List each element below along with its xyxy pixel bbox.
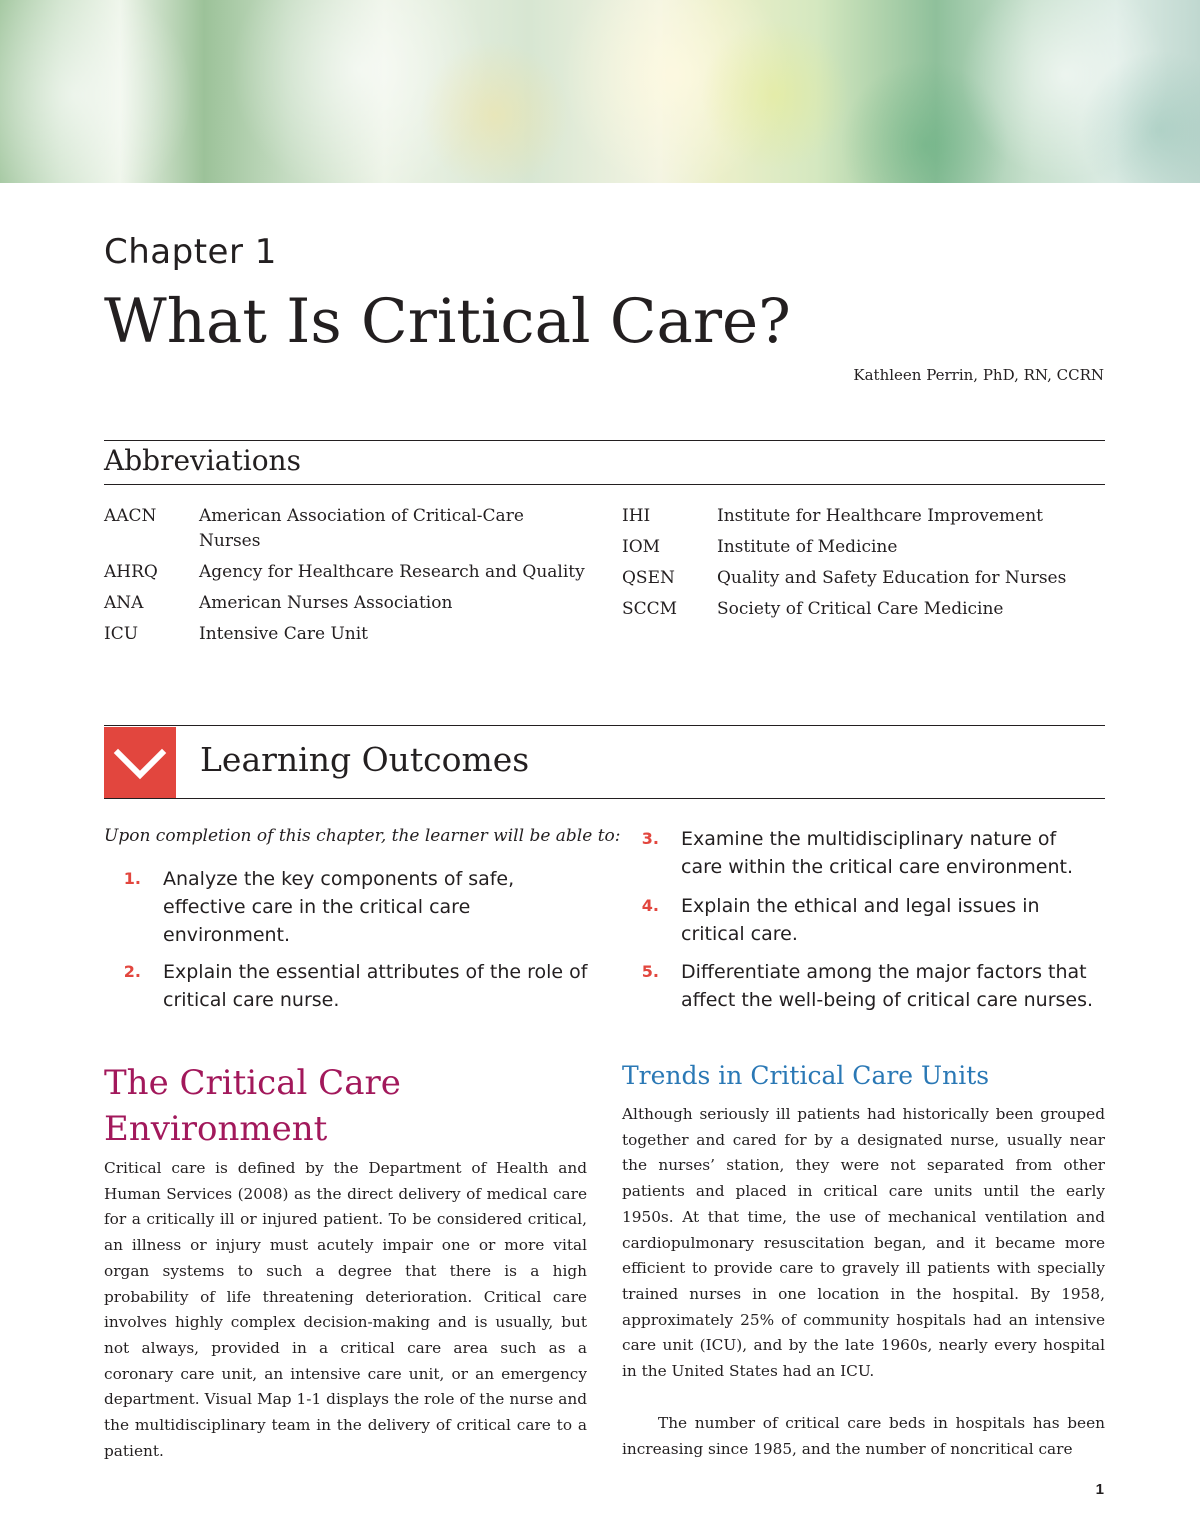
abbreviation-definition: Agency for Healthcare Research and Quality [199, 562, 585, 582]
outcome-number: 3. [641, 829, 659, 848]
abbreviation-row [622, 597, 1107, 622]
outcome-text: Explain the ethical and legal issues in critical care. [681, 895, 1040, 945]
author-credit: Kathleen Perrin, PhD, RN, CCRN [853, 366, 1104, 384]
abbreviations-top-rule [104, 440, 1105, 441]
abbreviation-row [622, 504, 1107, 529]
abbreviation-definition: American Association of Critical-Care Nurses [199, 506, 524, 551]
header-banner [0, 0, 1200, 183]
outcome-text: Analyze the key components of safe, effective care in the critical care environment. [163, 868, 515, 946]
abbreviation-row [104, 504, 599, 554]
abbreviation-row [104, 622, 599, 647]
abbreviations-bottom-rule [104, 484, 1105, 485]
abbreviation-code: ANA [104, 593, 144, 613]
abbreviation-definition: American Nurses Association [199, 593, 453, 613]
abbreviation-code: ICU [104, 624, 139, 644]
chapter-label: Chapter 1 [104, 232, 277, 272]
outcome-text: Differentiate among the major factors that affect the well-being of critical care nurses. [681, 961, 1094, 1011]
outcome-item [104, 865, 533, 949]
abbreviation-definition: Institute for Healthcare Improvement [717, 506, 1043, 526]
outcome-number: 2. [123, 962, 141, 981]
abbreviation-code: QSEN [622, 568, 675, 588]
abbreviation-row [104, 560, 599, 585]
outcome-number: 5. [641, 962, 659, 981]
abbreviations-heading: Abbreviations [104, 444, 301, 477]
outcome-item [622, 825, 1101, 881]
section-heading-environment: The Critical Care Environment [104, 1063, 401, 1149]
trends-paragraph: Although seriously ill patients had historically been grouped together and cared for by a designated nurse, usually near the nurses’ station, they were not separated from other patients and placed in critical care units until the early 1950s. At that time, the use of mechanical ventilation and cardiopulmonary resuscitation began, and it became more efficient to provide care to gravely ill patients with specially trained nurses in one location in the hospital. By 1958, approximately 25% of community hospitals had an intensive care unit (ICU), and by the late 1960s, nearly every hospital in the United States had an ICU. [622, 1105, 1105, 1381]
section-heading-trends: Trends in Critical Care Units [622, 1061, 990, 1090]
page-number: 1 [1095, 1481, 1104, 1498]
abbreviations-left-column [104, 504, 599, 653]
learning-outcomes-badge [104, 727, 176, 799]
outcome-text: Explain the essential attributes of the role of critical care nurse. [163, 961, 588, 1011]
learning-outcomes-top-rule [104, 725, 1105, 726]
abbreviations-right-column [622, 504, 1107, 628]
outcome-text: Examine the multidisciplinary nature of care within the critical care environment. [681, 828, 1074, 878]
abbreviation-definition: Institute of Medicine [717, 537, 898, 557]
trends-paragraph: The number of critical care beds in hospitals has been increasing since 1985, and the number of noncritical care [622, 1414, 1105, 1458]
abbreviation-code: IOM [622, 537, 661, 557]
outcome-item [104, 958, 603, 1014]
outcome-item [622, 958, 1111, 1014]
abbreviation-row [622, 535, 1107, 560]
outcome-number: 1. [123, 869, 141, 888]
learning-outcomes-intro: Upon completion of this chapter, the learner will be able to: [104, 826, 621, 846]
abbreviation-code: SCCM [622, 599, 678, 619]
chapter-title: What Is Critical Care? [104, 286, 791, 357]
outcome-item [622, 892, 1061, 948]
abbreviation-row [622, 566, 1107, 591]
abbreviation-definition: Intensive Care Unit [199, 624, 369, 644]
abbreviation-definition: Society of Critical Care Medicine [717, 599, 1004, 619]
abbreviation-row [104, 591, 599, 616]
environment-paragraph: Critical care is defined by the Department of Health and Human Services (2008) as the direct delivery of medical care for a critically ill or injured patient. To be considered critical, an illness or injury must acutely impair one or more vital organ systems to such a degree that there is a high probability of life threatening deterioration. Critical care involves highly complex decision-making and is usually, but not always, provided in a critical care area such as a coronary care unit, an intensive care unit, or an emergency department. Visual Map 1-1 displays the role of the nurse and the multidisciplinary team in the delivery of critical care to a patient. [104, 1159, 587, 1460]
abbreviation-code: IHI [622, 506, 651, 526]
chevron-down-icon [104, 727, 176, 799]
outcome-number: 4. [641, 896, 659, 915]
abbreviation-code: AACN [104, 506, 157, 526]
abbreviation-code: AHRQ [104, 562, 158, 582]
learning-outcomes-bottom-rule [104, 798, 1105, 799]
abbreviation-definition: Quality and Safety Education for Nurses [717, 568, 1067, 588]
learning-outcomes-heading: Learning Outcomes [200, 740, 530, 779]
